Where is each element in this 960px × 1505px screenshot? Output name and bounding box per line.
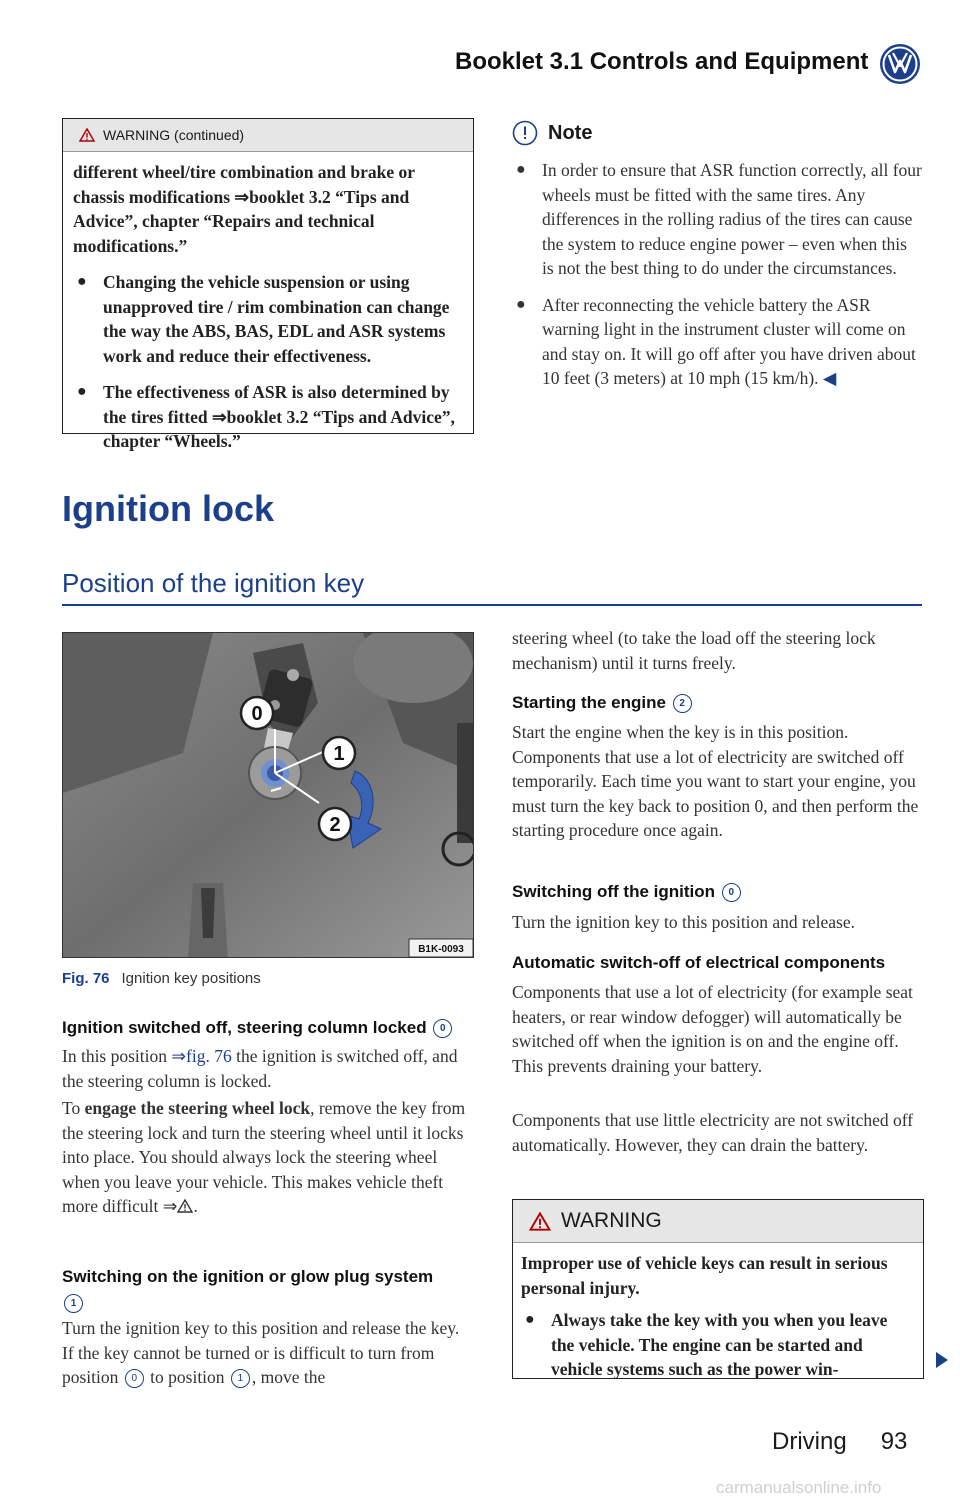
- text: In this position: [62, 1046, 172, 1066]
- heading-text: Starting the engine: [512, 693, 666, 712]
- figure-number: Fig. 76: [62, 970, 110, 987]
- text: , move the: [251, 1367, 326, 1387]
- bold-text: engage the steering wheel lock: [84, 1098, 311, 1118]
- position-2-icon: 2: [673, 694, 692, 713]
- ignition-key-figure: [62, 632, 474, 958]
- position-0-icon: 0: [722, 883, 741, 902]
- figure-label-0: 0: [251, 703, 263, 725]
- watermark: carmanualsonline.info: [716, 1478, 882, 1497]
- paragraph-engage-lock: [62, 1096, 474, 1219]
- position-0-icon: 0: [433, 1019, 452, 1038]
- bullet-text: Always take the key with you when you leave the vehicle. The engine can be started and vehicle systems such as the power win-: [551, 1310, 888, 1379]
- position-0-icon: 0: [125, 1369, 144, 1388]
- paragraph-glow-plug: [62, 1316, 474, 1390]
- position-1-icon: 1: [231, 1369, 250, 1388]
- warning-continued-header: [63, 119, 473, 152]
- section-title: Ignition lock: [62, 488, 274, 529]
- note-body: [512, 158, 922, 403]
- figure-caption: [62, 970, 261, 987]
- heading-ignition-locked: [62, 1018, 474, 1038]
- text: the ignition is switched off, and the steering column is locked.: [62, 1046, 458, 1091]
- warning-bullet-1: ● Always take the key with you when you leave the vehicle. The engine can be started and vehicle systems such as the power win-: [521, 1308, 915, 1382]
- warning-continued-box: [62, 118, 474, 451]
- heading-glow-plug: [62, 1264, 474, 1316]
- paragraph-automatic-switch-off: Components that use a lot of electricity (for example seat heaters, or rear window defogger) will automatically be switched off when the ignition is on and the engine off. This prevents draining your battery.: [512, 982, 913, 1076]
- heading-text: Switching on the ignition or glow plug system: [62, 1267, 434, 1286]
- heading-automatic-switch-off: Automatic switch-off of electrical components: [512, 953, 886, 972]
- bullet-text: The effectiveness of ASR is also determined by the tires fitted ⇒booklet 3.2 “Tips and Advice”, chapter “Wheels.”: [103, 382, 455, 451]
- heading-starting-engine: [512, 693, 924, 713]
- warning-continued-bullet-1: ● Changing the vehicle suspension or using unapproved tire / rim combination can change the way the ABS, BAS, EDL and ASR systems work and reduce their effectiveness.: [73, 270, 463, 368]
- warning-triangle-icon: [79, 128, 95, 142]
- text: To: [62, 1098, 85, 1118]
- position-1-icon: 1: [64, 1294, 83, 1313]
- note-heading: [512, 120, 592, 146]
- vw-logo-icon: [878, 42, 922, 86]
- note-bullet-2: ● After reconnecting the vehicle battery the ASR warning light in the instrument cluster will come on and stay on. It will go off after you have driven about 10 feet (3 meters) at 10 mph (15 km/h). ◀: [516, 294, 916, 388]
- ignition-lock-illustration: [63, 633, 474, 958]
- subsection-title: Position of the ignition key: [62, 568, 365, 598]
- bullet-text: In order to ensure that ASR function correctly, all four wheels must be fitted with the same tires. Any differences in the rolling radius of the tires can cause the system to reduce engine power – even when this is not the best thing to do under the circumstances.: [542, 160, 922, 278]
- end-marker-icon: ◀: [822, 368, 837, 388]
- warning-box: [512, 1199, 924, 1379]
- paragraph-steering-free: steering wheel (to take the load off the steering lock mechanism) until it turns freely.: [512, 628, 876, 673]
- warning-triangle-icon: [529, 1212, 551, 1231]
- paragraph-low-power-components: Components that use little electricity are not switched off automatically. However, they can drain the battery.: [512, 1110, 914, 1155]
- text: .: [193, 1196, 198, 1216]
- note-title: Note: [548, 121, 593, 144]
- text: , remove the key from the steering lock and turn the steering wheel until it locks into place. You should always lock the steering wheel when you leave your vehicle. This makes vehicle theft more difficult ⇒: [62, 1098, 466, 1216]
- bullet-text: Changing the vehicle suspension or using unapproved tire / rim combination can change the way the ABS, BAS, EDL and ASR systems work and reduce their effectiveness.: [103, 272, 450, 366]
- text: to position: [145, 1367, 229, 1387]
- warning-label: WARNING: [561, 1209, 662, 1232]
- section-divider: [62, 604, 922, 606]
- footer-section: Driving: [772, 1428, 847, 1455]
- figure-link[interactable]: ⇒fig. 76: [171, 1046, 232, 1066]
- paragraph-ignition-locked: [62, 1044, 474, 1093]
- warning-continued-text: different wheel/tire combination and brake or chassis modifications ⇒booklet 3.2 “Tips and Advice”, chapter “Repairs and technical modifications.”: [73, 162, 415, 256]
- warning-header: [513, 1200, 923, 1243]
- text: Turn the ignition key to this position and release the key. If the key cannot be turned or is difficult to turn from position: [62, 1318, 460, 1387]
- figure-caption-text: Ignition key positions: [121, 970, 261, 987]
- paragraph-starting-engine: Start the engine when the key is in this position. Components that use a lot of electricity are switched off temporarily. Each time you want to start your engine, you must turn the key back to position 0, and then perform the starting procedure once again.: [512, 722, 919, 840]
- continued-arrow-icon: [936, 1352, 948, 1368]
- page-number: 93: [880, 1428, 908, 1455]
- heading-switching-off: [512, 882, 924, 902]
- heading-text: Ignition switched off, steering column locked: [62, 1018, 427, 1037]
- bullet-text: After reconnecting the vehicle battery the ASR warning light in the instrument cluster will come on and stay on. It will go off after you have driven about 10 feet (3 meters) at 10 mph (15 km/h).: [542, 294, 916, 388]
- page-footer: [772, 1428, 907, 1456]
- figure-label-2: 2: [329, 814, 341, 836]
- note-info-icon: [512, 120, 538, 146]
- heading-text: Switching off the ignition: [512, 882, 716, 901]
- figure-label-1: 1: [333, 743, 345, 765]
- warning-continued-label: WARNING (continued): [103, 127, 245, 143]
- warning-text: Improper use of vehicle keys can result in serious personal injury.: [521, 1253, 888, 1298]
- page-header-title: Booklet 3.1 Controls and Equipment: [455, 48, 869, 75]
- warning-continued-bullet-2: ● The effectiveness of ASR is also determined by the tires fitted ⇒booklet 3.2 “Tips and Advice”, chapter “Wheels.”: [73, 380, 463, 454]
- paragraph-switching-off: Turn the ignition key to this position and release.: [512, 912, 856, 932]
- note-bullet-1: ● In order to ensure that ASR function correctly, all four wheels must be fitted with the same tires. Any differences in the rolling radius of the tires can cause the system to reduce engine power – even when this is not the best thing to do under the circumstances.: [512, 158, 922, 281]
- figure-code: B1K-0093: [418, 944, 464, 955]
- warning-triangle-icon[interactable]: [177, 1199, 193, 1213]
